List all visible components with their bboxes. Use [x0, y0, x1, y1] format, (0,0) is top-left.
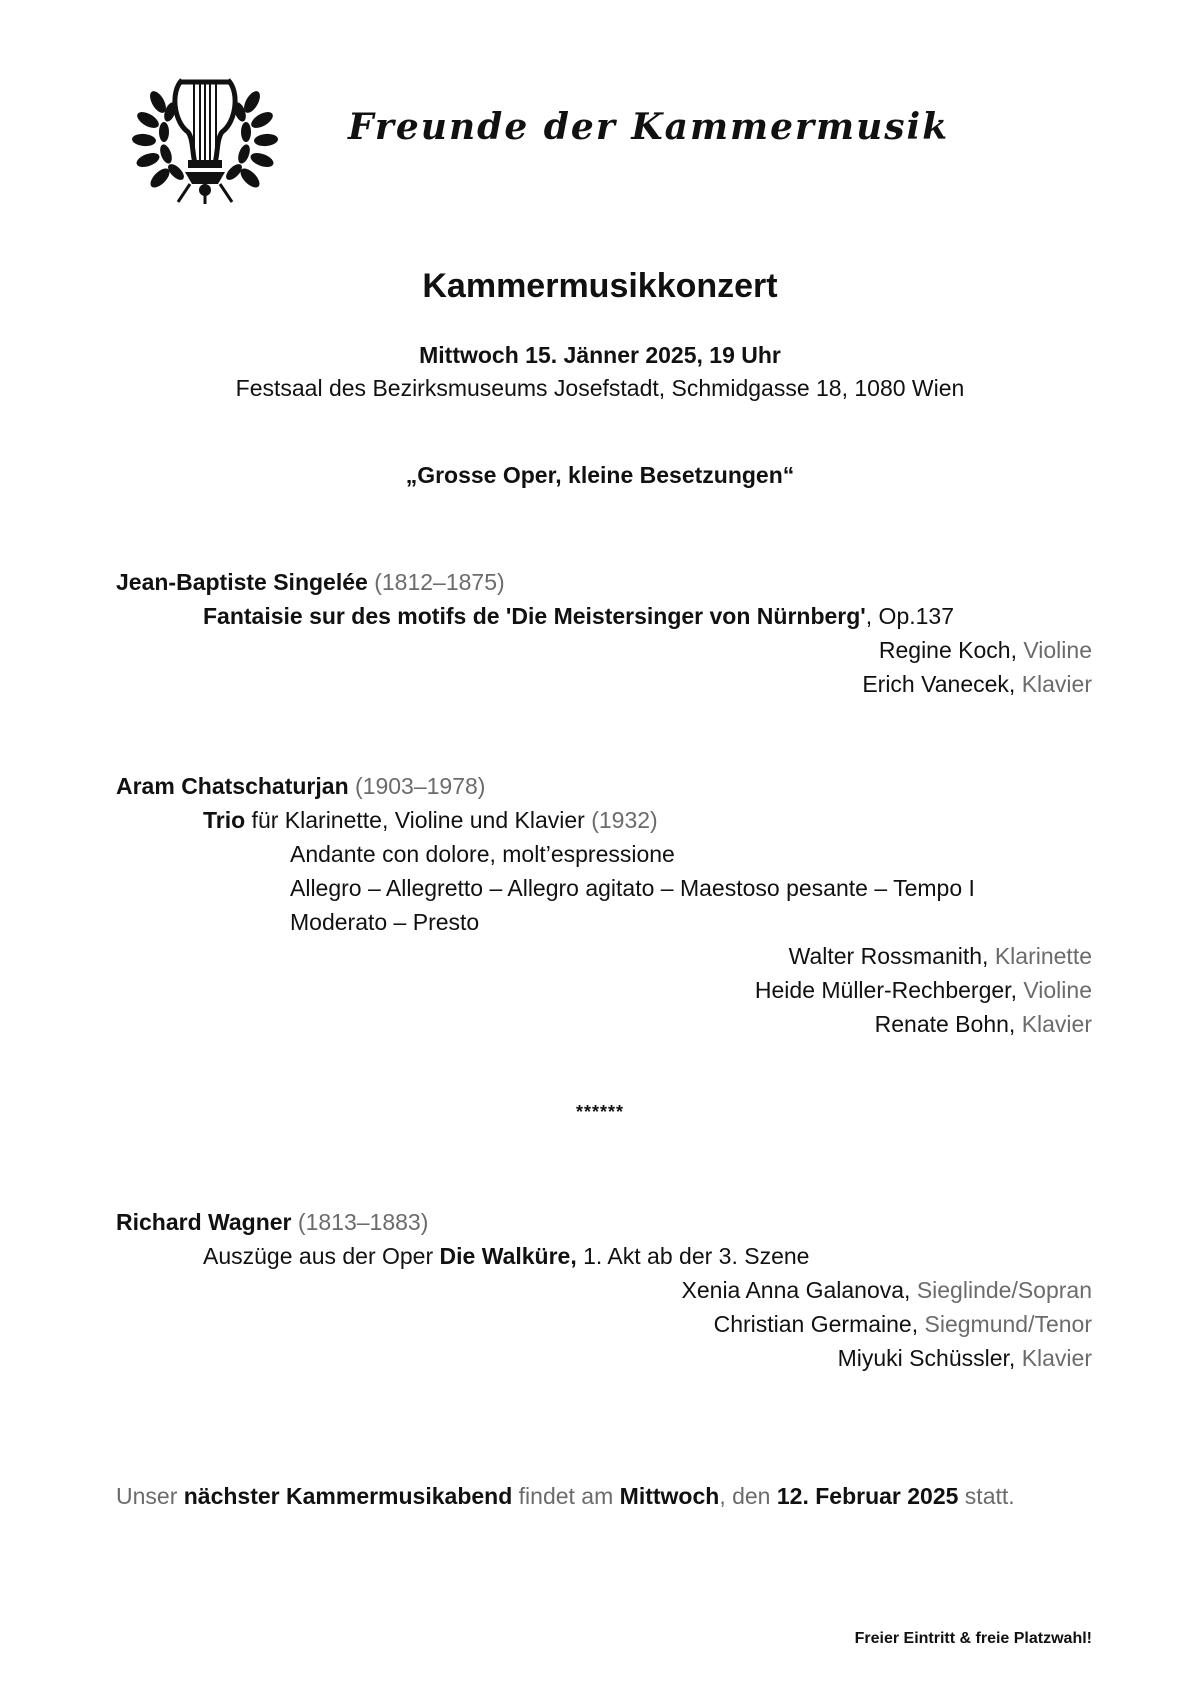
- performer-role: Sieglinde/Sopran: [916, 1277, 1092, 1303]
- performer-separator: ,: [911, 1311, 925, 1337]
- composer-line: [116, 1205, 1092, 1239]
- composer-name: Jean-Baptiste Singelée: [116, 569, 368, 595]
- concert-venue: Festsaal des Bezirksmuseums Josefstadt, Schmidgasse 18, 1080 Wien: [235, 375, 965, 401]
- performer-name: Miyuki Schüssler: [837, 1345, 1009, 1371]
- performer-separator: ,: [904, 1277, 917, 1303]
- performer-name: Renate Bohn: [874, 1011, 1009, 1037]
- performer-name: Erich Vanecek: [862, 671, 1009, 697]
- performer-role: Klavier: [1021, 1011, 1092, 1037]
- performer-name: Xenia Anna Galanova: [681, 1277, 905, 1303]
- performer-separator: ,: [1010, 637, 1024, 663]
- piece-title: Die Walküre,: [439, 1243, 577, 1269]
- program-work: [116, 565, 1092, 701]
- composer-dates: (1812–1875): [374, 569, 505, 595]
- performer-line: [116, 939, 1092, 973]
- society-name: Freunde der Kammermusik: [348, 106, 950, 148]
- composer-line: [116, 565, 1092, 599]
- header: [130, 62, 1030, 212]
- performer-role: Violine: [1023, 637, 1092, 663]
- composer-name: Aram Chatschaturjan: [116, 773, 349, 799]
- composer-dates: (1813–1883): [297, 1209, 429, 1235]
- piece-line: [116, 1239, 1092, 1273]
- composer-dates: (1903–1978): [355, 773, 486, 799]
- next-concert-date: 12. Februar 2025: [776, 1483, 959, 1509]
- composer-name: Richard Wagner: [116, 1209, 292, 1235]
- performer-separator: ,: [1008, 671, 1022, 697]
- performer-role: Klarinette: [994, 943, 1092, 969]
- movement-line: Allegro – Allegretto – Allegro agitato – Maestoso pesante – Tempo I: [290, 875, 975, 901]
- piece-line: [116, 599, 1092, 633]
- performer-line: [116, 1341, 1092, 1375]
- performer-name: Christian Germaine: [713, 1311, 912, 1337]
- performer-separator: ,: [1008, 1011, 1022, 1037]
- performer-separator: ,: [1010, 977, 1024, 1003]
- lyre-laurel-emblem-icon: [130, 62, 280, 212]
- performer-role: Siegmund/Tenor: [924, 1311, 1092, 1337]
- next-concert-notice: [116, 1483, 1092, 1510]
- next-concert-text: findet am: [512, 1483, 620, 1509]
- intermission-separator: ******: [575, 1102, 625, 1122]
- piece-title: Trio: [203, 807, 246, 833]
- piece-suffix: 1. Akt ab der 3. Szene: [576, 1243, 810, 1269]
- performer-separator: ,: [982, 943, 995, 969]
- performer-line: [116, 973, 1092, 1007]
- next-concert-text: Unser: [116, 1483, 184, 1509]
- performer-line: [116, 1307, 1092, 1341]
- performer-role: Klavier: [1021, 1345, 1092, 1371]
- performer-name: Regine Koch: [878, 637, 1011, 663]
- piece-line: [116, 803, 1092, 837]
- next-concert-event: nächster Kammermusikabend: [183, 1483, 513, 1509]
- admission-note: Freier Eintritt & freie Platzwahl!: [854, 1630, 1092, 1647]
- performer-role: Violine: [1023, 977, 1092, 1003]
- program-work: [116, 769, 1092, 1041]
- piece-year: (1932): [591, 807, 658, 833]
- page-title: Kammermusikkonzert: [422, 267, 778, 305]
- performer-line: [116, 667, 1092, 701]
- performer-separator: ,: [1008, 1345, 1022, 1371]
- next-concert-text: , den: [719, 1483, 777, 1509]
- composer-line: [116, 769, 1092, 803]
- program-work: [116, 1205, 1092, 1375]
- movement-line: Andante con dolore, molt’espressione: [290, 841, 675, 867]
- movement-line: Moderato – Presto: [290, 909, 480, 935]
- performer-line: [116, 1273, 1092, 1307]
- concert-motto: „Grosse Oper, kleine Besetzungen“: [405, 462, 795, 488]
- performer-name: Heide Müller-Rechberger: [754, 977, 1011, 1003]
- concert-date-time: Mittwoch 15. Jänner 2025, 19 Uhr: [419, 342, 781, 368]
- performer-line: [116, 1007, 1092, 1041]
- next-concert-weekday: Mittwoch: [619, 1483, 720, 1509]
- piece-prefix: Auszüge aus der Oper: [203, 1243, 440, 1269]
- performer-role: Klavier: [1021, 671, 1092, 697]
- piece-title: Fantaisie sur des motifs de 'Die Meistersinger von Nürnberg': [203, 603, 866, 629]
- performer-name: Walter Rossmanith: [788, 943, 983, 969]
- next-concert-text: statt.: [958, 1483, 1015, 1509]
- piece-opus: , Op.137: [865, 603, 955, 629]
- performer-line: [116, 633, 1092, 667]
- piece-description: für Klarinette, Violine und Klavier: [245, 807, 592, 833]
